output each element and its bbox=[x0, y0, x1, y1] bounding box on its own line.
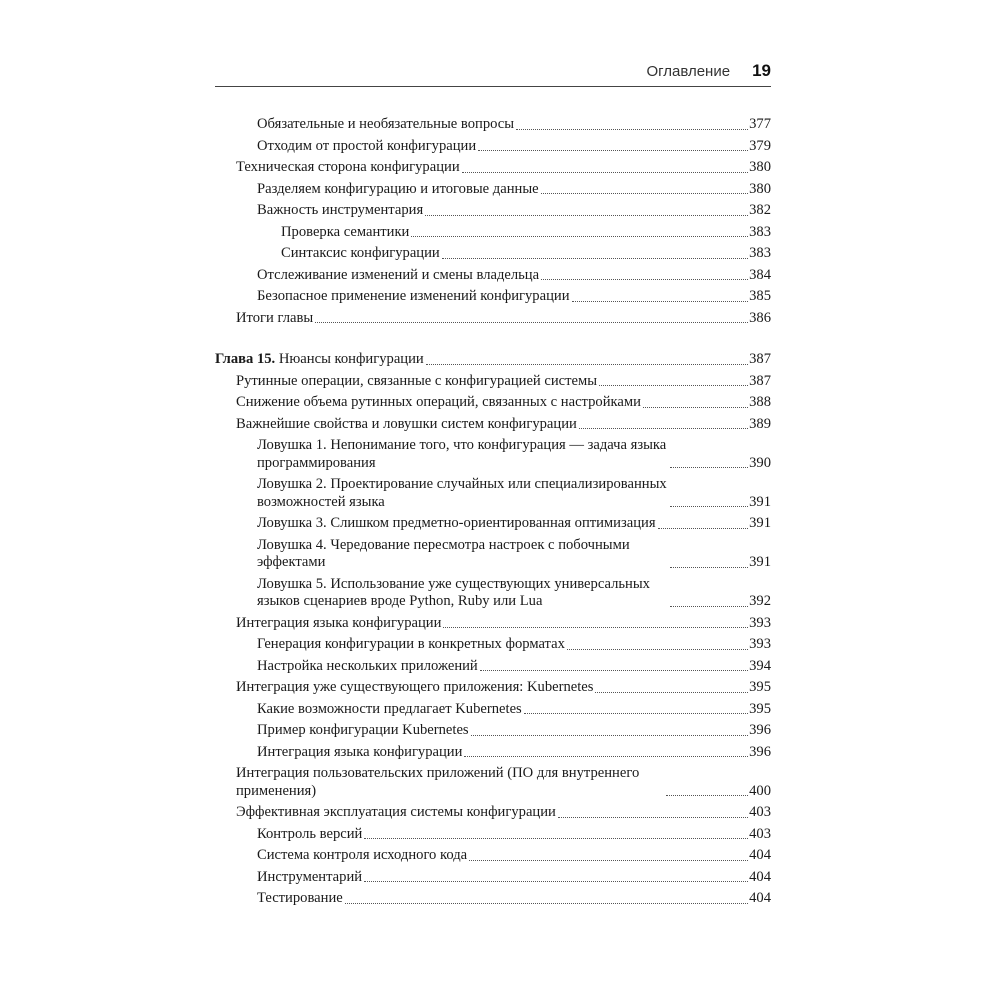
toc-entry bbox=[215, 804, 771, 822]
dot-leader bbox=[670, 567, 748, 568]
toc-entry bbox=[215, 658, 771, 676]
toc-entry-title bbox=[257, 537, 668, 572]
toc-entry bbox=[215, 847, 771, 865]
toc-entry bbox=[215, 181, 771, 199]
toc-entry-text: Интеграция языка конфигурации bbox=[236, 614, 442, 631]
dot-leader bbox=[670, 606, 748, 607]
toc-entry-text: Техническая сторона конфигурации bbox=[236, 159, 460, 175]
running-head-title: Оглавление bbox=[646, 63, 731, 80]
running-head bbox=[215, 58, 771, 84]
toc-entry-text: Ловушка 2. Проектирование случайных или специализированных возможностей языка bbox=[257, 476, 667, 510]
toc-entry-title bbox=[257, 267, 539, 285]
toc-entry-page: 380 bbox=[749, 180, 771, 197]
toc-entry-text: Разделяем конфигурацию и итоговые данные bbox=[257, 180, 539, 197]
toc-entry-page: 393 bbox=[749, 614, 771, 631]
toc-entry-text: Ловушка 4. Чередование пересмотра настроек с побочными эффектами bbox=[257, 536, 630, 570]
toc-entry-page: 383 bbox=[749, 245, 771, 261]
toc-entry bbox=[215, 826, 771, 844]
toc-entry-text: Отслеживание изменений и смены владельца bbox=[257, 266, 540, 283]
toc-entry-title bbox=[257, 826, 362, 844]
toc-entry-title bbox=[257, 576, 668, 611]
toc-entry-title bbox=[257, 202, 423, 220]
toc-entry-title bbox=[236, 765, 664, 800]
toc-entry bbox=[215, 679, 771, 697]
page-number: 19 bbox=[752, 61, 771, 80]
toc-entry bbox=[215, 615, 771, 633]
toc-entry-page: 404 bbox=[749, 890, 771, 906]
toc-entry bbox=[215, 722, 771, 740]
toc-entry-text: Эффективная эксплуатация системы конфигурации bbox=[236, 804, 556, 820]
toc-entry bbox=[215, 267, 771, 285]
toc-entry-text: Ловушка 5. Использование уже существующих универсальных языков сценариев вроде Python, Ruby или Lua bbox=[257, 575, 650, 609]
toc-entry-title bbox=[236, 159, 460, 177]
toc-entry-page: 383 bbox=[749, 223, 771, 240]
toc-entry-title bbox=[281, 245, 440, 263]
dot-leader bbox=[567, 649, 748, 650]
toc-entry-page: 389 bbox=[749, 415, 771, 432]
toc-entry-title bbox=[257, 890, 343, 908]
dot-leader bbox=[469, 860, 748, 861]
toc-entry-page: 385 bbox=[749, 288, 771, 304]
toc-entry-page: 396 bbox=[749, 743, 771, 760]
toc-entry-text: Снижение объема рутинных операций, связанных с настройками bbox=[236, 394, 641, 410]
toc-entry bbox=[215, 138, 771, 156]
toc-entry-page: 379 bbox=[749, 137, 771, 154]
dot-leader bbox=[478, 150, 748, 151]
dot-leader bbox=[670, 506, 748, 507]
toc-entry-text: Инструментарий bbox=[257, 868, 363, 885]
dot-leader bbox=[443, 627, 748, 628]
dot-leader bbox=[471, 735, 748, 736]
toc-entry bbox=[215, 202, 771, 220]
dot-leader bbox=[315, 322, 748, 323]
toc-entry-page: 387 bbox=[749, 351, 771, 367]
toc-entry-title bbox=[257, 181, 539, 199]
dot-leader bbox=[480, 670, 748, 671]
dot-leader bbox=[643, 407, 748, 408]
toc-entry-text: Нюансы конфигурации bbox=[278, 351, 424, 367]
dot-leader bbox=[442, 258, 748, 259]
dot-leader bbox=[425, 215, 748, 216]
toc-entry-text: Отходим от простой конфигурации bbox=[257, 137, 477, 154]
dot-leader bbox=[462, 172, 748, 173]
toc-entry-page: 400 bbox=[749, 782, 771, 799]
toc-entry-page: 395 bbox=[749, 679, 771, 695]
toc-entry bbox=[215, 576, 771, 611]
toc-entry-text: Система контроля исходного кода bbox=[257, 847, 468, 863]
toc-entry-text: Обязательные и необязательные вопросы bbox=[257, 116, 515, 132]
toc-entry-title bbox=[257, 636, 565, 654]
toc-entry-text: Какие возможности предлагает Kubernetes bbox=[257, 700, 522, 717]
toc-entry-text: Интеграция уже существующего приложения: Kubernetes bbox=[236, 679, 594, 695]
toc-entry-text: Важность инструментария bbox=[257, 202, 424, 218]
dot-leader bbox=[345, 903, 748, 904]
toc-entry-title bbox=[257, 847, 467, 865]
toc-entry-title bbox=[257, 869, 362, 887]
toc-entry bbox=[215, 890, 771, 908]
dot-leader bbox=[572, 301, 749, 302]
dot-leader bbox=[666, 795, 748, 796]
toc-entry-text: Контроль версий bbox=[257, 825, 363, 842]
toc-entry-page: 394 bbox=[749, 657, 771, 674]
toc-entry-page: 393 bbox=[749, 636, 771, 652]
toc-entry-page: 404 bbox=[749, 847, 771, 863]
toc-entry-title bbox=[215, 351, 424, 369]
toc-entry-page: 396 bbox=[749, 722, 771, 738]
toc-entry bbox=[215, 288, 771, 306]
toc-entry-page: 391 bbox=[749, 554, 771, 570]
toc-entry bbox=[215, 159, 771, 177]
toc-entry bbox=[215, 224, 771, 242]
toc-entry bbox=[215, 537, 771, 572]
toc-entry-page: 390 bbox=[749, 454, 771, 471]
table-of-contents bbox=[215, 116, 771, 912]
toc-entry-title bbox=[236, 416, 577, 434]
dot-leader bbox=[364, 881, 748, 882]
toc-entry-title bbox=[257, 116, 514, 134]
toc-entry bbox=[215, 245, 771, 263]
toc-entry-title bbox=[257, 476, 668, 511]
toc-entry-page: 387 bbox=[749, 372, 771, 389]
dot-leader bbox=[658, 528, 749, 529]
toc-entry-text: Настройка нескольких приложений bbox=[257, 657, 478, 674]
toc-entry-title bbox=[236, 373, 597, 391]
toc-entry-text: Генерация конфигурации в конкретных форматах bbox=[257, 636, 565, 652]
toc-entry-page: 377 bbox=[749, 116, 771, 132]
toc-entry-title bbox=[257, 138, 476, 156]
toc-entry-text: Интеграция пользовательских приложений (ПО для внутреннего применения) bbox=[236, 765, 640, 799]
toc-entry-page: 404 bbox=[749, 868, 771, 885]
dot-leader bbox=[524, 713, 748, 714]
dot-leader bbox=[599, 385, 748, 386]
toc-entry bbox=[215, 515, 771, 533]
toc-entry-title bbox=[236, 679, 593, 697]
toc-entry bbox=[215, 744, 771, 762]
toc-entry bbox=[215, 310, 771, 328]
toc-entry-title bbox=[281, 224, 409, 242]
toc-entry bbox=[215, 765, 771, 800]
toc-entry-title bbox=[257, 701, 522, 719]
toc-entry-page: 403 bbox=[749, 804, 771, 820]
dot-leader bbox=[426, 364, 748, 365]
toc-entry-text: Пример конфигурации Kubernetes bbox=[257, 722, 469, 738]
toc-entry-page: 391 bbox=[749, 493, 771, 510]
toc-entry-text: Ловушка 3. Слишком предметно-ориентированная оптимизация bbox=[257, 515, 656, 531]
toc-entry bbox=[215, 373, 771, 391]
toc-entry-text: Синтаксис конфигурации bbox=[281, 245, 440, 261]
toc-entry-title bbox=[257, 288, 570, 306]
toc-entry-page: 388 bbox=[749, 394, 771, 410]
toc-entry bbox=[215, 701, 771, 719]
toc-entry-text: Важнейшие свойства и ловушки систем конфигурации bbox=[236, 415, 577, 432]
toc-entry bbox=[215, 476, 771, 511]
toc-entry-page: 386 bbox=[749, 309, 771, 326]
toc-entry-text: Интеграция языка конфигурации bbox=[257, 743, 463, 760]
header-rule bbox=[215, 86, 771, 87]
toc-entry-text: Проверка семантики bbox=[281, 223, 410, 240]
toc-entry bbox=[215, 869, 771, 887]
toc-entry-page: 403 bbox=[749, 825, 771, 842]
toc-entry-page: 382 bbox=[749, 202, 771, 218]
chapter-label: Глава 15. bbox=[215, 351, 276, 367]
toc-entry-title bbox=[257, 437, 668, 472]
toc-entry bbox=[215, 416, 771, 434]
toc-entry-page: 395 bbox=[749, 700, 771, 717]
dot-leader bbox=[541, 193, 749, 194]
toc-chapter-entry bbox=[215, 351, 771, 369]
toc-entry-title bbox=[236, 615, 441, 633]
toc-entry-title bbox=[257, 722, 469, 740]
toc-entry-text: Ловушка 1. Непонимание того, что конфигурация — задача языка программирования bbox=[257, 437, 667, 471]
toc-entry-title bbox=[236, 310, 313, 328]
dot-leader bbox=[411, 236, 748, 237]
dot-leader bbox=[541, 279, 748, 280]
toc-entry bbox=[215, 116, 771, 134]
dot-leader bbox=[464, 756, 748, 757]
toc-entry-title bbox=[236, 804, 556, 822]
toc-entry bbox=[215, 394, 771, 412]
toc-entry-title bbox=[257, 515, 656, 533]
toc-entry-page: 384 bbox=[749, 266, 771, 283]
dot-leader bbox=[516, 129, 748, 130]
toc-entry-title bbox=[236, 394, 641, 412]
dot-leader bbox=[579, 428, 748, 429]
toc-entry-title bbox=[257, 658, 478, 676]
toc-entry bbox=[215, 636, 771, 654]
toc-entry-page: 392 bbox=[749, 593, 771, 609]
dot-leader bbox=[670, 467, 748, 468]
toc-entry-text: Итоги главы bbox=[236, 309, 314, 326]
dot-leader bbox=[558, 817, 748, 818]
dot-leader bbox=[595, 692, 748, 693]
toc-entry-text: Тестирование bbox=[257, 890, 343, 906]
toc-entry-text: Безопасное применение изменений конфигурации bbox=[257, 288, 570, 304]
toc-entry-text: Рутинные операции, связанные с конфигурацией системы bbox=[236, 372, 598, 389]
toc-entry bbox=[215, 437, 771, 472]
toc-entry-page: 391 bbox=[749, 515, 771, 531]
toc-entry-page: 380 bbox=[749, 159, 771, 175]
toc-entry-title bbox=[257, 744, 462, 762]
dot-leader bbox=[364, 838, 748, 839]
